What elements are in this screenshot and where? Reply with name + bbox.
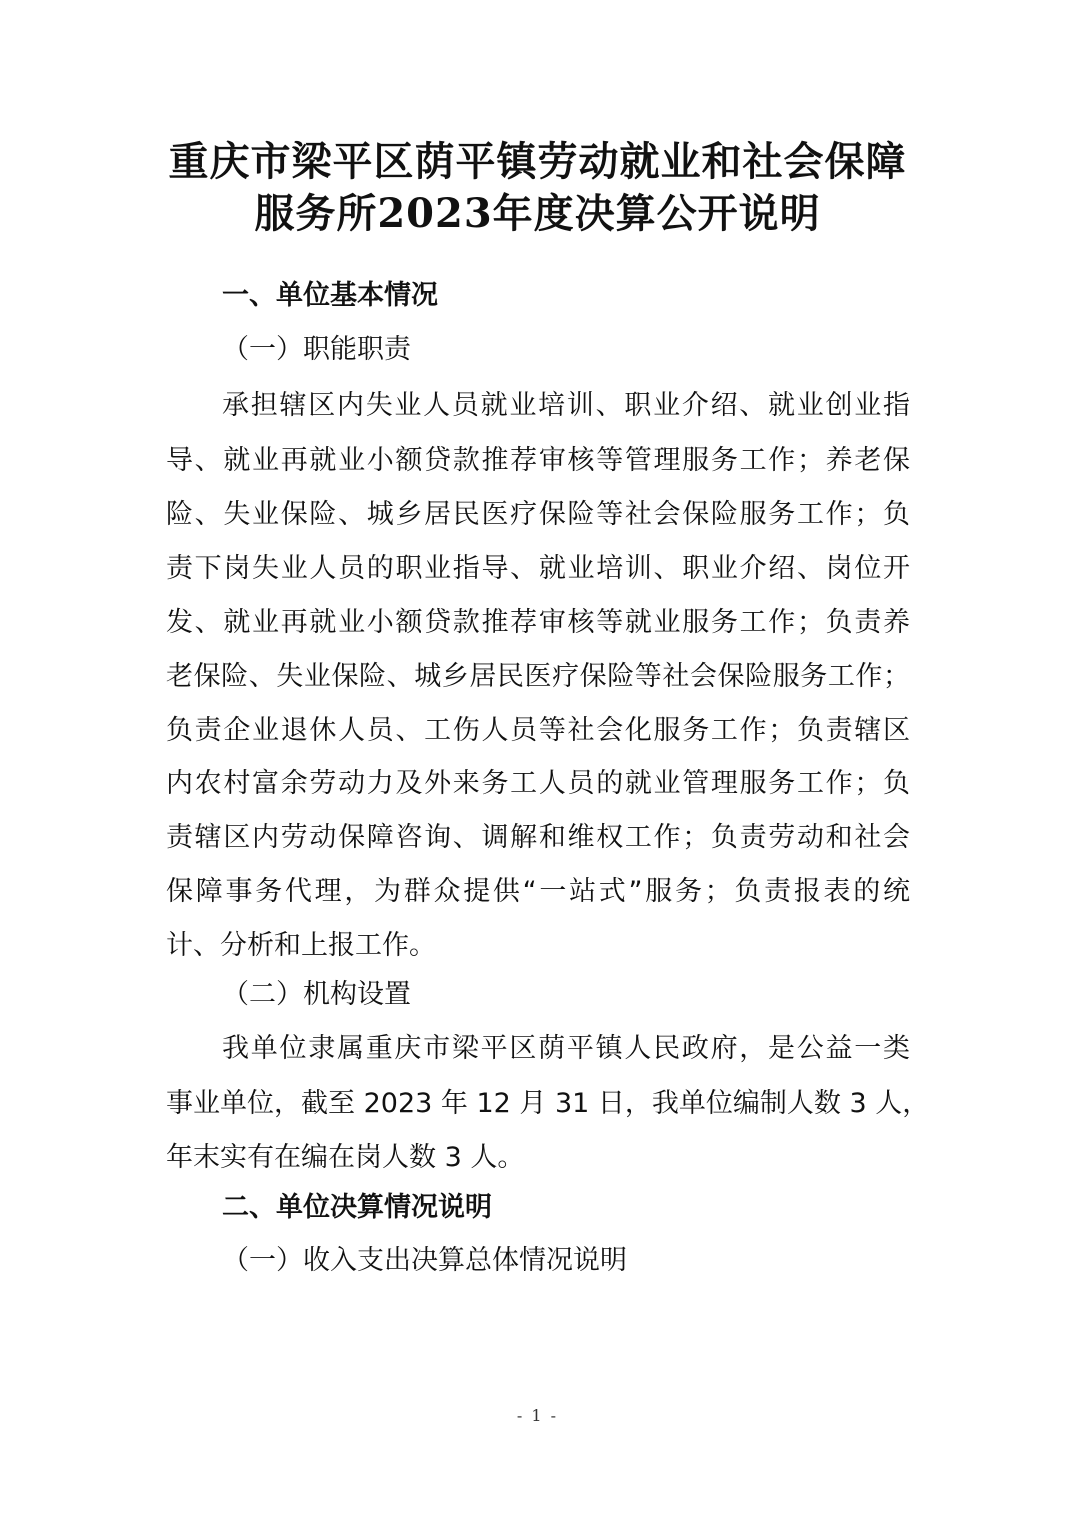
section-2-sub-1-heading: （一）收入支出决算总体情况说明: [222, 1245, 627, 1276]
section-1-sub-1-heading: （一）职能职责: [222, 334, 411, 365]
paragraph-line: 年末实有在编在岗人数 3 人。: [166, 1142, 525, 1173]
document-title-line-2: 服务所2023年度决算公开说明: [254, 190, 821, 237]
paragraph-line: 内农村富余劳动力及外来务工人员的就业管理服务工作；负: [166, 768, 910, 799]
paragraph-line: 老保险、失业保险、城乡居民医疗保险等社会保险服务工作；: [166, 661, 910, 692]
paragraph-line: 险、失业保险、城乡居民医疗保险等社会保险服务工作；负: [166, 499, 910, 530]
page-number: - 1 -: [516, 1406, 559, 1425]
paragraph-line: 承担辖区内失业人员就业培训、职业介绍、就业创业指: [222, 390, 910, 421]
paragraph-line: 责下岗失业人员的职业指导、就业培训、职业介绍、岗位开: [166, 553, 910, 584]
paragraph-line: 发、就业再就业小额贷款推荐审核等就业服务工作；负责养: [166, 607, 910, 638]
paragraph-line: 计、分析和上报工作。: [166, 930, 436, 961]
paragraph-line: 保障事务代理，为群众提供“一站式”服务；负责报表的统: [166, 876, 910, 907]
paragraph-line: 导、就业再就业小额贷款推荐审核等管理服务工作；养老保: [166, 445, 910, 476]
document-title-line-1: 重庆市梁平区荫平镇劳动就业和社会保障: [168, 138, 907, 185]
paragraph-line: 责辖区内劳动保障咨询、调解和维权工作；负责劳动和社会: [166, 822, 910, 853]
paragraph-line: 我单位隶属重庆市梁平区荫平镇人民政府，是公益一类: [222, 1033, 910, 1064]
paragraph-line: 负责企业退休人员、工伤人员等社会化服务工作；负责辖区: [166, 715, 910, 746]
section-1-sub-2-heading: （二）机构设置: [222, 979, 411, 1010]
section-1-heading: 一、单位基本情况: [222, 280, 438, 311]
paragraph-line: 事业单位，截至 2023 年 12 月 31 日，我单位编制人数 3 人，: [166, 1088, 930, 1119]
section-2-heading: 二、单位决算情况说明: [222, 1192, 492, 1223]
